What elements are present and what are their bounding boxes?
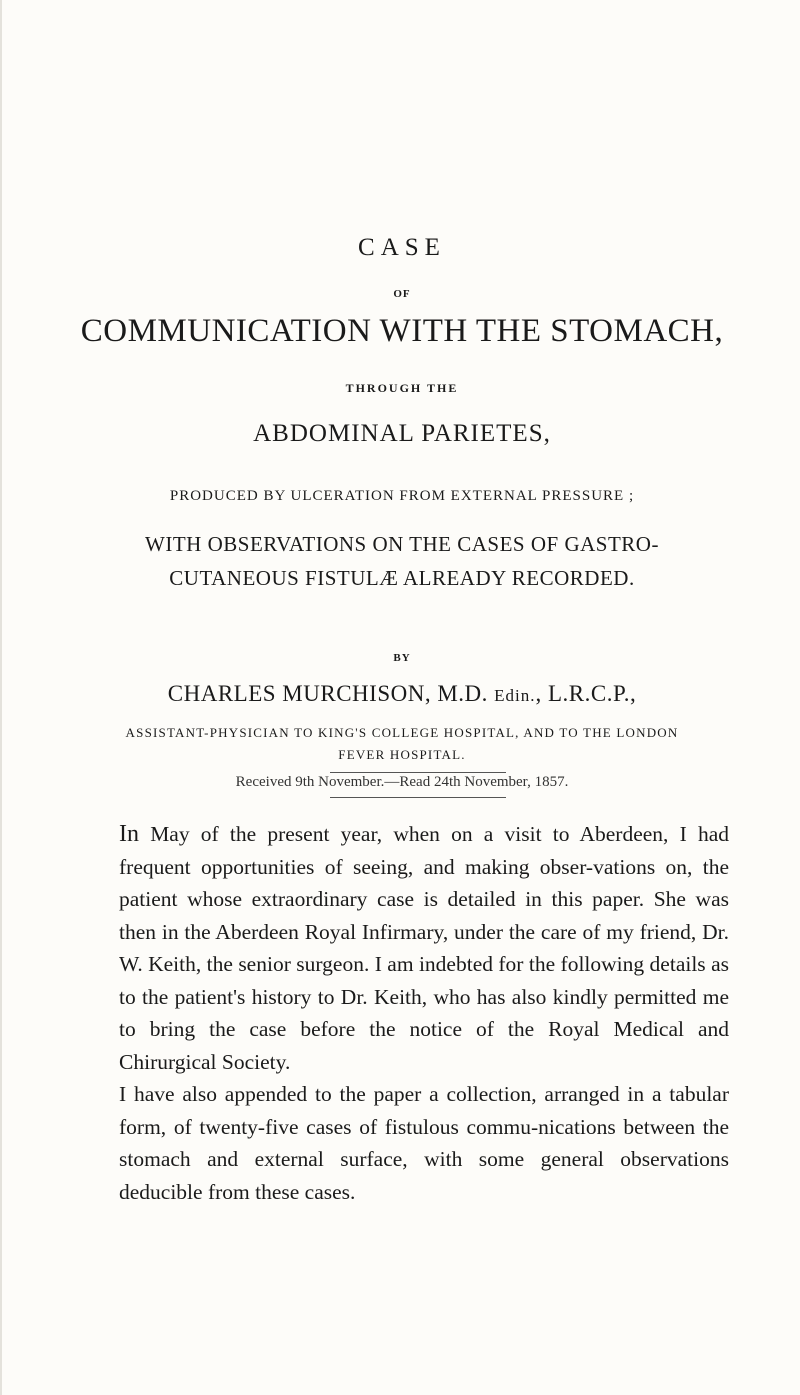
paragraph-1-text: May of the present year, when on a visit to Aberdeen, I had frequent opportunities of seeing, and making obser-vations on, the patient whose extraordinary case is detailed in this paper. She was then in the Aberdeen Royal Infirmary, under the care of my friend, Dr. W. Keith, the senior surgeon. I am indebted for the following details as to the patient's history to Dr. Keith, who has also kindly permitted me to bring the case before the notice of the Royal Medical and Chirurgical Society.	[119, 822, 729, 1074]
author-position-line-2: FEVER HOSPITAL.	[338, 747, 466, 762]
paragraph-1	[119, 818, 729, 1078]
author-suffix: , L.R.C.P.,	[535, 681, 637, 706]
paragraph-2: I have also appended to the paper a collection, arranged in a tabular form, of twenty-five cases of fistulous commu-nications between the stomach and external surface, with some general observations deducible from these cases.	[119, 1082, 729, 1204]
title-observations-line-2: CUTANEOUS FISTULÆ ALREADY RECORDED.	[169, 566, 635, 590]
title-through: THROUGH THE	[345, 381, 459, 395]
author-name: CHARLES MURCHISON, M.D.	[167, 681, 495, 706]
title-of: OF	[393, 288, 411, 300]
body-text	[119, 818, 729, 1208]
byline-by: BY	[393, 652, 411, 664]
author-degree: Edin.	[494, 686, 536, 705]
title-case: CASE	[358, 234, 446, 261]
paragraph-1-lead: In	[119, 821, 139, 847]
received-note: Received 9th November.—Read 24th November, 1857.	[235, 774, 569, 790]
title-produced: PRODUCED BY ULCERATION FROM EXTERNAL PRESSURE ;	[169, 488, 635, 504]
title-observations-line-1: WITH OBSERVATIONS ON THE CASES OF GASTRO-	[145, 532, 659, 556]
title-parietes: ABDOMINAL PARIETES,	[253, 420, 551, 447]
author-position	[42, 722, 762, 766]
main-title: COMMUNICATION WITH THE STOMACH,	[80, 313, 724, 349]
divider-bottom	[330, 797, 506, 798]
author-position-line-1: ASSISTANT-PHYSICIAN TO KING'S COLLEGE HOSPITAL, AND TO THE LONDON	[125, 725, 679, 740]
title-observations	[42, 527, 762, 595]
divider-top	[330, 772, 506, 773]
author-line	[42, 681, 762, 707]
